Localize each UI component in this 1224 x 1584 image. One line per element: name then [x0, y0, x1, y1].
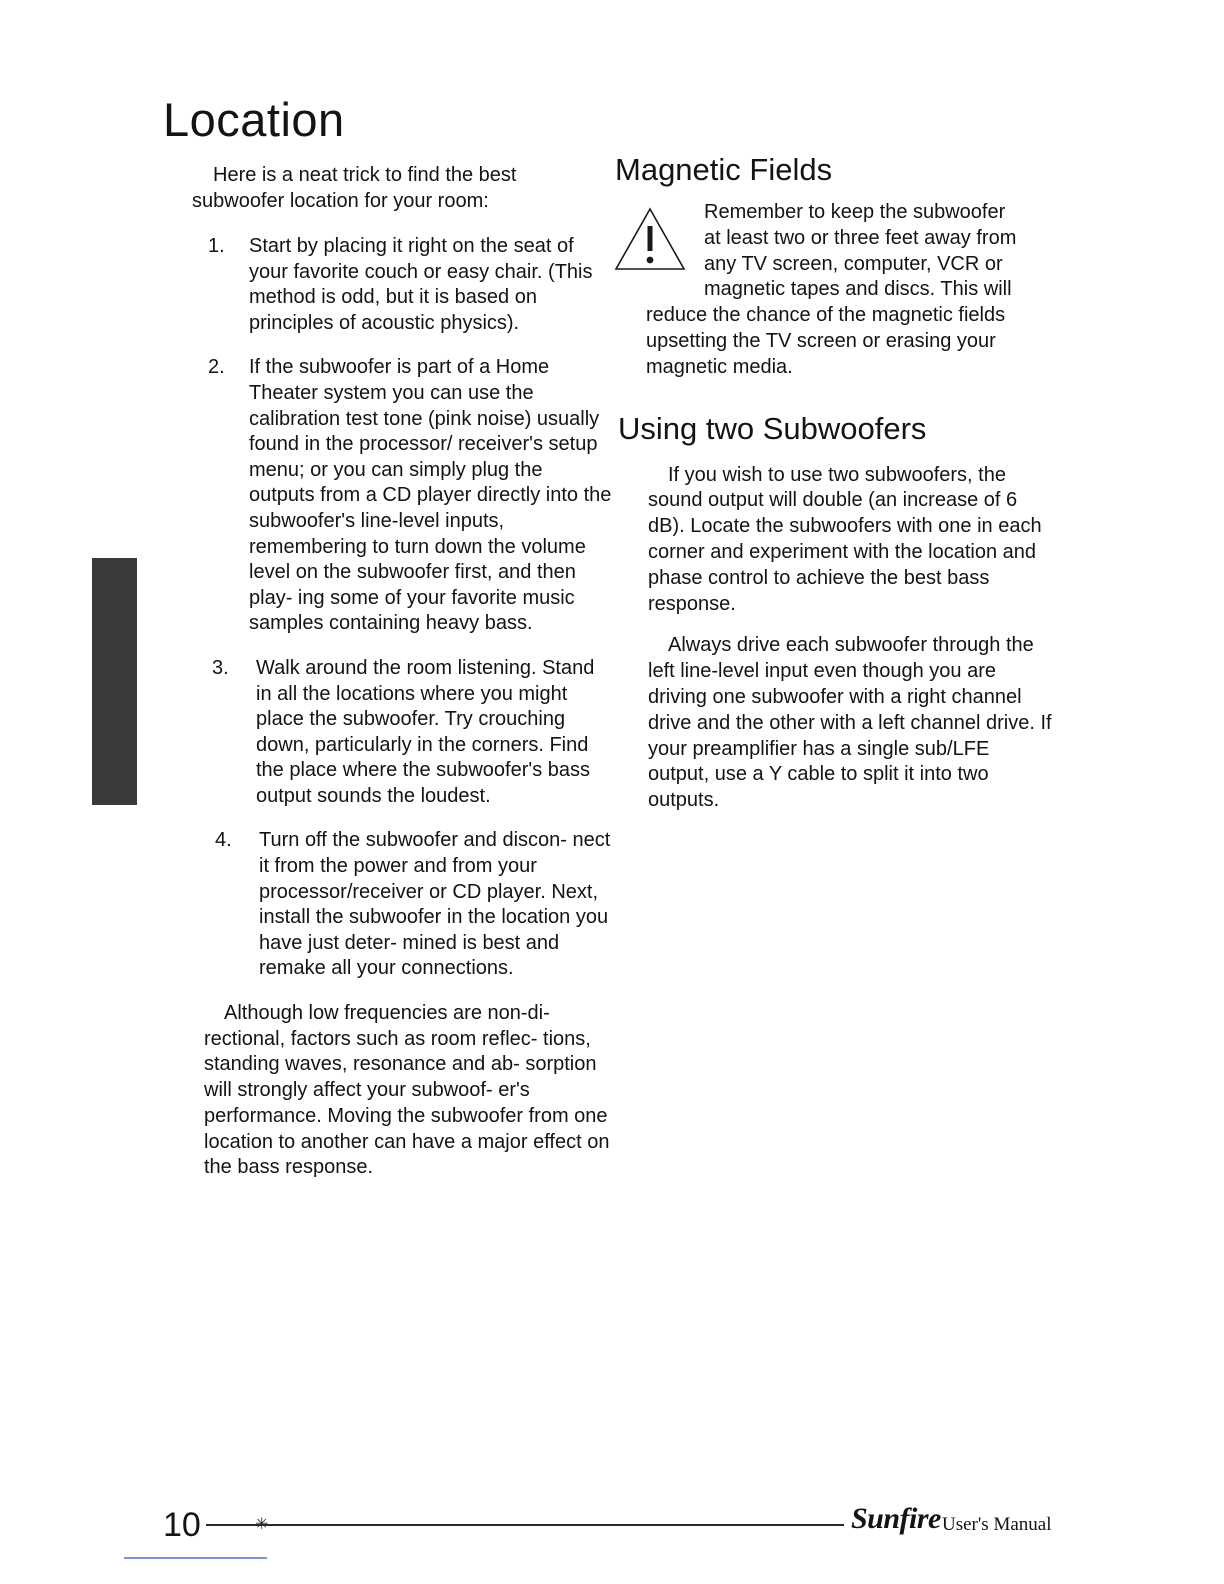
list-item	[192, 355, 612, 637]
scan-artifact-line	[124, 1557, 267, 1559]
closing-paragraph: Although low frequencies are non-di- rectional, factors such as room reflec- tions, standing waves, resonance and ab- sorption will strongly affect your subwoof- er's performance. Moving the subwoofer from one location to another can have a major effect on the bass response.	[204, 1002, 610, 1179]
section-tab-marker	[92, 558, 137, 805]
magnetic-warning-block	[614, 200, 1054, 381]
warning-line: Remember to keep the subwoofer	[704, 201, 1006, 223]
footer-rule	[206, 1524, 844, 1526]
step-text: If the subwoofer is part of a Home Theater system you can use the calibration test tone (pink noise) usually found in the processor/ receiver's setup menu; or you can simply plug the outputs from a CD player directly into the subwoofer's line-level inputs, remembering to turn down the volume level on the subwoofer first, and then play- ing some of your favorite music samples containing heavy bass.	[249, 356, 612, 635]
list-item	[192, 234, 612, 336]
step-text: Start by placing it right on the seat of your favorite couch or easy chair. (This method is odd, but it is based on principles of acoustic physics).	[249, 235, 593, 334]
warning-line: any TV screen, computer, VCR or	[704, 252, 1003, 275]
manual-label: User's Manual	[942, 1514, 1052, 1535]
steps-list	[192, 234, 612, 982]
warning-line: magnetic tapes and discs. This will	[704, 278, 1012, 301]
footer-star-icon: ✳	[255, 1516, 269, 1533]
step-number: 1.	[208, 235, 225, 257]
step-number: 2.	[208, 356, 225, 379]
left-column	[192, 162, 612, 1181]
magnetic-fields-heading: Magnetic Fields	[615, 152, 833, 187]
magnetic-warning-continued: reduce the chance of the magnetic fields upsetting the TV screen or erasing your magnetic media.	[646, 304, 1006, 378]
page-title: Location	[163, 93, 345, 146]
two-subwoofers-paragraph-1: If you wish to use two subwoofers, the sound output will double (an increase of 6 dB). Locate the subwoofers with one in each corner and experiment with the location and phase control to achieve the best bass response.	[648, 463, 1042, 615]
brand-logo: Sunfire	[851, 1502, 941, 1535]
warning-icon	[614, 206, 686, 272]
step-text: Turn off the subwoofer and discon- nect it from the power and from your processor/receiver or CD player. Next, install the subwoofer in the location you have just deter- mined is best and remake all your connections.	[259, 829, 611, 980]
step-number: 4.	[215, 829, 232, 852]
list-item	[192, 656, 612, 810]
magnetic-warning-text	[704, 200, 1054, 303]
two-subwoofers-paragraph-2: Always drive each subwoofer through the left line-level input even though you are driving one subwoofer with a right channel drive and the other with a left channel drive. If your preamplifier has a single sub/LFE output, use a Y cable to split it into two outputs.	[648, 634, 1052, 812]
warning-line: at least two or three feet away from	[704, 226, 1017, 249]
two-subwoofers-heading: Using two Subwoofers	[618, 410, 927, 446]
list-item	[192, 828, 612, 982]
right-column	[614, 152, 1054, 814]
page-number: 10	[163, 1506, 201, 1544]
step-number: 3.	[212, 656, 229, 679]
step-text: Walk around the room listening. Stand in all the locations where you might place the subwoofer. Try crouching down, particularly in the corners. Find the place where the subwoofer's bass output sounds the loudest.	[256, 656, 595, 807]
intro-paragraph: Here is a neat trick to find the best subwoofer location for your room:	[192, 164, 517, 212]
